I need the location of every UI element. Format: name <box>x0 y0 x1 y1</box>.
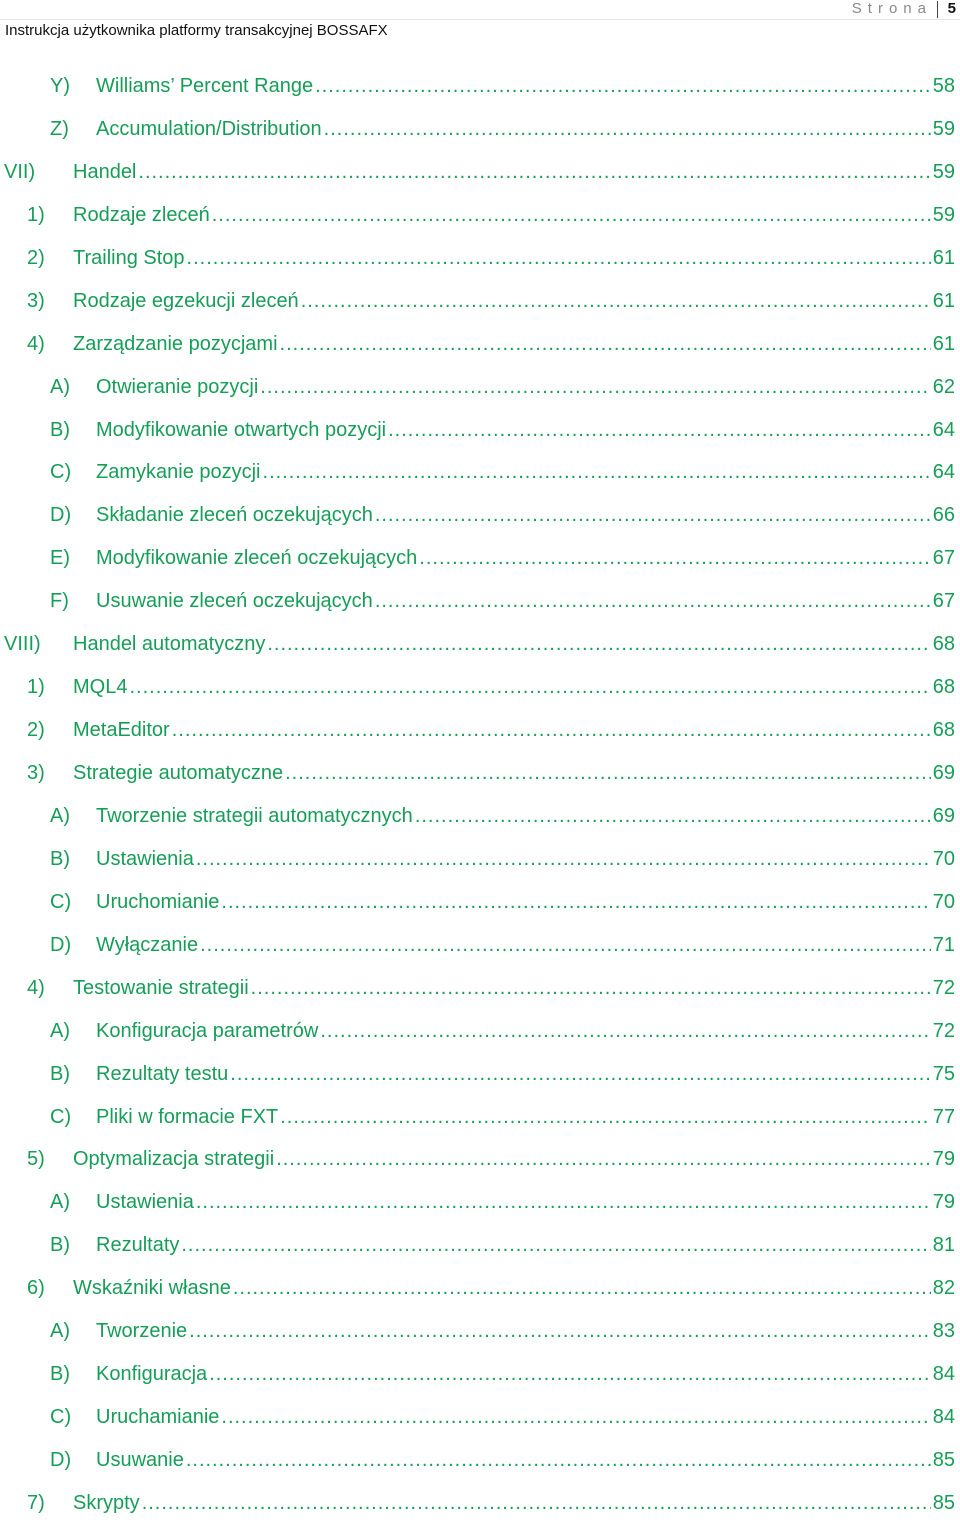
toc-entry[interactable] <box>0 795 960 838</box>
toc-dot-leader <box>276 1138 931 1180</box>
toc-entry-marker: A) <box>50 375 70 398</box>
toc-entry-link[interactable] <box>73 666 955 708</box>
toc-entry-marker: Y) <box>50 75 70 97</box>
toc-entry-page: 64 <box>932 461 955 484</box>
toc-entry-link[interactable] <box>73 1267 955 1309</box>
toc-entry[interactable] <box>0 1010 960 1053</box>
toc-entry-title: Handel <box>73 160 137 183</box>
toc-entry-title: Uruchamianie <box>96 1406 220 1429</box>
toc-dot-leader <box>415 795 931 837</box>
toc-entry-title: Rezultaty <box>96 1234 180 1257</box>
toc-entry-link[interactable] <box>73 323 955 365</box>
toc-entry-marker: B) <box>50 1363 70 1386</box>
toc-entry-link[interactable] <box>73 280 955 322</box>
toc-dot-leader <box>263 451 931 493</box>
toc-entry[interactable] <box>0 1138 960 1181</box>
toc-entry-page: 64 <box>932 418 955 441</box>
toc-dot-leader <box>196 1181 931 1223</box>
toc-entry-page: 81 <box>932 1234 955 1257</box>
toc-entry-page: 79 <box>932 1191 955 1214</box>
toc-entry[interactable] <box>0 1310 960 1353</box>
document-title: Instrukcja użytkownika platformy transakcyjnej BOSSAFX <box>5 22 388 39</box>
toc-entry-marker: F) <box>50 590 69 613</box>
toc-entry-marker: VIII) <box>4 633 41 656</box>
toc-dot-leader <box>221 881 930 923</box>
toc-entry-title: Usuwanie zleceń oczekujących <box>96 590 373 613</box>
toc-entry[interactable] <box>0 237 960 280</box>
toc-entry[interactable] <box>0 580 960 623</box>
toc-entry-page: 69 <box>932 762 955 784</box>
toc-entry-page: 58 <box>932 75 955 97</box>
toc-entry-marker: 4) <box>27 332 45 355</box>
toc-entry-link[interactable] <box>96 494 955 536</box>
toc-entry-link[interactable] <box>96 1396 955 1438</box>
toc-entry[interactable] <box>0 280 960 323</box>
toc-dot-leader <box>129 666 930 708</box>
page-number: 5 <box>947 0 956 17</box>
toc-entry-link[interactable] <box>73 1482 955 1524</box>
toc-entry[interactable] <box>0 65 960 108</box>
toc-entry-page: 68 <box>932 719 955 742</box>
toc-entry-page: 67 <box>932 590 955 613</box>
toc-entry-page: 75 <box>932 1062 955 1085</box>
toc-entry[interactable] <box>0 1096 960 1139</box>
toc-entry-page: 72 <box>932 1019 955 1042</box>
toc-entry-title: Trailing Stop <box>73 246 185 269</box>
toc-entry-page: 69 <box>932 804 955 827</box>
toc-entry-page: 82 <box>932 1277 955 1300</box>
toc-entry-title: Konfiguracja <box>96 1363 208 1386</box>
toc-entry-title: Modyfikowanie zleceń oczekujących <box>96 547 418 570</box>
toc-entry-marker: 3) <box>27 289 45 312</box>
toc-entry[interactable] <box>0 1267 960 1310</box>
toc-entry-link[interactable] <box>96 409 955 451</box>
toc-dot-leader <box>315 65 931 107</box>
toc-entry[interactable] <box>0 666 960 709</box>
toc-entry-marker: A) <box>50 1191 70 1214</box>
toc-entry-title: Usuwanie <box>96 1449 184 1471</box>
toc-entry-page: 61 <box>932 246 955 269</box>
toc-entry-page: 85 <box>932 1491 955 1514</box>
toc-entry-link[interactable] <box>73 967 955 1009</box>
toc-entry-title: MQL4 <box>73 676 128 699</box>
toc-entry-title: Ustawienia <box>96 847 194 870</box>
toc-entry[interactable] <box>0 108 960 151</box>
toc-entry-marker: 2) <box>27 246 45 269</box>
toc-entry-page: 68 <box>932 676 955 699</box>
toc-entry-marker: C) <box>50 890 72 913</box>
toc-dot-leader <box>200 924 931 966</box>
toc-dot-leader <box>212 194 931 236</box>
toc-entry-marker: B) <box>50 1234 70 1257</box>
toc-entry-page: 77 <box>932 1105 955 1128</box>
toc-entry-link[interactable] <box>73 1138 955 1180</box>
toc-entry-page: 79 <box>932 1148 955 1171</box>
toc-entry-page: 71 <box>932 933 955 956</box>
toc-entry-page: 85 <box>932 1449 955 1471</box>
toc-entry-link[interactable] <box>96 1181 955 1223</box>
toc-entry-link[interactable] <box>96 1096 955 1138</box>
toc-entry[interactable] <box>0 752 960 795</box>
toc-dot-leader <box>388 409 931 451</box>
toc-dot-leader <box>138 151 930 193</box>
toc-entry-page: 61 <box>932 289 955 312</box>
toc-entry[interactable] <box>0 537 960 580</box>
toc-dot-leader <box>142 1482 931 1524</box>
page-number-separator <box>937 1 938 18</box>
toc-entry-link[interactable] <box>96 451 955 493</box>
toc-entry-page: 61 <box>932 332 955 355</box>
toc-entry[interactable] <box>0 1482 960 1525</box>
toc-entry-link[interactable] <box>73 752 955 794</box>
toc-entry[interactable] <box>0 1181 960 1224</box>
toc-dot-leader <box>189 1310 931 1352</box>
toc-entry[interactable] <box>0 494 960 537</box>
toc-dot-leader <box>221 1396 930 1438</box>
toc-entry-marker: B) <box>50 1062 70 1085</box>
toc-entry-link[interactable] <box>73 237 955 279</box>
toc-entry-title: Modyfikowanie otwartych pozycji <box>96 418 387 441</box>
toc-entry-title: Rezultaty testu <box>96 1062 229 1085</box>
toc-entry-title: Tworzenie strategii automatycznych <box>96 804 413 827</box>
toc-entry-title: Pliki w formacie FXT <box>96 1105 279 1128</box>
toc-dot-leader <box>324 108 931 150</box>
toc-entry-link[interactable] <box>96 795 955 837</box>
toc-dot-leader <box>419 537 930 579</box>
toc-dot-leader <box>186 1439 931 1481</box>
toc-entry-link[interactable] <box>96 1353 955 1395</box>
toc-entry[interactable] <box>0 1396 960 1439</box>
toc-entry-marker: C) <box>50 1105 72 1128</box>
toc-entry-title: Konfiguracja parametrów <box>96 1019 319 1042</box>
toc-entry-link[interactable] <box>73 623 955 665</box>
toc-entry[interactable] <box>0 1353 960 1396</box>
toc-entry-link[interactable] <box>73 151 955 193</box>
toc-entry-title: Tworzenie <box>96 1320 188 1343</box>
toc-entry-page: 84 <box>932 1406 955 1429</box>
toc-entry[interactable] <box>0 323 960 366</box>
toc-entry[interactable] <box>0 409 960 452</box>
toc-entry-title: Składanie zleceń oczekujących <box>96 504 373 527</box>
toc-entry-title: Zarządzanie pozycjami <box>73 332 278 355</box>
toc-entry-page: 70 <box>932 890 955 913</box>
toc-entry-marker: Z) <box>50 117 69 140</box>
toc-dot-leader <box>172 709 931 751</box>
toc-entry-marker: 6) <box>27 1277 45 1300</box>
toc-dot-leader <box>280 1096 931 1138</box>
toc-entry-title: Rodzaje zleceń <box>73 203 210 226</box>
toc-entry-link[interactable] <box>96 881 955 923</box>
toc-dot-leader <box>230 1053 930 1095</box>
toc-entry[interactable] <box>0 451 960 494</box>
toc-entry-title: Wyłączanie <box>96 933 199 956</box>
toc-dot-leader <box>181 1224 930 1266</box>
toc-entry-marker: A) <box>50 1019 70 1042</box>
toc-entry-page: 59 <box>932 117 955 140</box>
toc-entry-marker: A) <box>50 1320 70 1343</box>
toc-entry-marker: E) <box>50 547 70 570</box>
toc-entry-link[interactable] <box>96 838 955 880</box>
toc-entry-page: 59 <box>932 160 955 183</box>
toc-entry-page: 67 <box>932 547 955 570</box>
toc-entry[interactable] <box>0 967 960 1010</box>
toc-entry-title: Uruchomianie <box>96 890 220 913</box>
toc-entry[interactable] <box>0 838 960 881</box>
toc-entry-link[interactable] <box>73 194 955 236</box>
toc-entry-marker: 5) <box>27 1148 45 1171</box>
toc-dot-leader <box>375 494 931 536</box>
toc-entry[interactable] <box>0 709 960 752</box>
toc-entry-marker: 4) <box>27 976 45 999</box>
toc-entry-page: 66 <box>932 504 955 527</box>
toc-entry-marker: 2) <box>27 719 45 742</box>
toc-entry[interactable] <box>0 194 960 237</box>
toc-entry-marker: C) <box>50 1406 72 1429</box>
page-header <box>0 0 960 46</box>
table-of-contents <box>0 65 960 1525</box>
toc-entry[interactable] <box>0 366 960 409</box>
toc-dot-leader <box>301 280 931 322</box>
toc-entry-title: Strategie automatyczne <box>73 762 284 784</box>
toc-entry-link[interactable] <box>96 1310 955 1352</box>
toc-dot-leader <box>280 323 931 365</box>
toc-entry-page: 62 <box>932 375 955 398</box>
toc-entry-page: 59 <box>932 203 955 226</box>
toc-entry-title: Rodzaje egzekucji zleceń <box>73 289 299 312</box>
toc-entry-marker: B) <box>50 418 70 441</box>
toc-entry-page: 72 <box>932 976 955 999</box>
toc-dot-leader <box>209 1353 931 1395</box>
toc-dot-leader <box>251 967 931 1009</box>
toc-entry-link[interactable] <box>96 1053 955 1095</box>
toc-entry-page: 68 <box>932 633 955 656</box>
toc-entry[interactable] <box>0 1439 960 1482</box>
toc-dot-leader <box>260 366 930 408</box>
toc-entry-marker: 1) <box>27 203 45 226</box>
toc-entry-link[interactable] <box>96 366 955 408</box>
toc-entry[interactable] <box>0 1053 960 1096</box>
toc-entry-marker: B) <box>50 847 70 870</box>
toc-entry-link[interactable] <box>96 1010 955 1052</box>
toc-entry[interactable] <box>0 1224 960 1267</box>
toc-dot-leader <box>187 237 931 279</box>
toc-dot-leader <box>285 752 931 794</box>
toc-entry[interactable] <box>0 924 960 967</box>
toc-entry-link[interactable] <box>96 924 955 966</box>
toc-entry-title: Skrypty <box>73 1491 140 1514</box>
toc-entry[interactable] <box>0 151 960 194</box>
toc-entry-title: Handel automatyczny <box>73 633 266 656</box>
toc-entry[interactable] <box>0 881 960 924</box>
toc-entry-marker: C) <box>50 461 72 484</box>
toc-entry-marker: D) <box>50 1449 72 1471</box>
toc-entry-marker: 7) <box>27 1491 45 1514</box>
header-rule <box>0 19 960 20</box>
toc-entry-marker: D) <box>50 933 72 956</box>
toc-entry-link[interactable] <box>96 580 955 622</box>
toc-entry-title: MetaEditor <box>73 719 170 742</box>
toc-entry-title: Wskaźniki własne <box>73 1277 231 1300</box>
toc-dot-leader <box>233 1267 931 1309</box>
toc-entry-link[interactable] <box>96 1224 955 1266</box>
toc-entry-page: 83 <box>932 1320 955 1343</box>
toc-entry-link[interactable] <box>96 65 955 107</box>
toc-entry-link[interactable] <box>96 537 955 579</box>
toc-entry-marker: VII) <box>4 160 36 183</box>
toc-entry-title: Ustawienia <box>96 1191 194 1214</box>
toc-dot-leader <box>320 1010 930 1052</box>
toc-entry-title: Williams’ Percent Range <box>96 75 314 97</box>
toc-entry-page: 84 <box>932 1363 955 1386</box>
toc-entry-title: Accumulation/Distribution <box>96 117 322 140</box>
toc-entry[interactable] <box>0 623 960 666</box>
strona-label: Strona <box>851 0 932 17</box>
toc-entry-title: Zamykanie pozycji <box>96 461 261 484</box>
toc-entry-title: Optymalizacja strategii <box>73 1148 275 1171</box>
toc-entry-title: Otwieranie pozycji <box>96 375 259 398</box>
toc-entry-page: 70 <box>932 847 955 870</box>
toc-entry-link[interactable] <box>96 1439 955 1481</box>
toc-entry-marker: D) <box>50 504 72 527</box>
toc-entry-title: Testowanie strategii <box>73 976 249 999</box>
toc-entry-link[interactable] <box>96 108 955 150</box>
toc-entry-marker: A) <box>50 804 70 827</box>
toc-dot-leader <box>375 580 931 622</box>
toc-dot-leader <box>267 623 930 665</box>
toc-entry-link[interactable] <box>73 709 955 751</box>
toc-entry-marker: 1) <box>27 676 45 699</box>
toc-dot-leader <box>196 838 931 880</box>
toc-entry-marker: 3) <box>27 762 45 784</box>
